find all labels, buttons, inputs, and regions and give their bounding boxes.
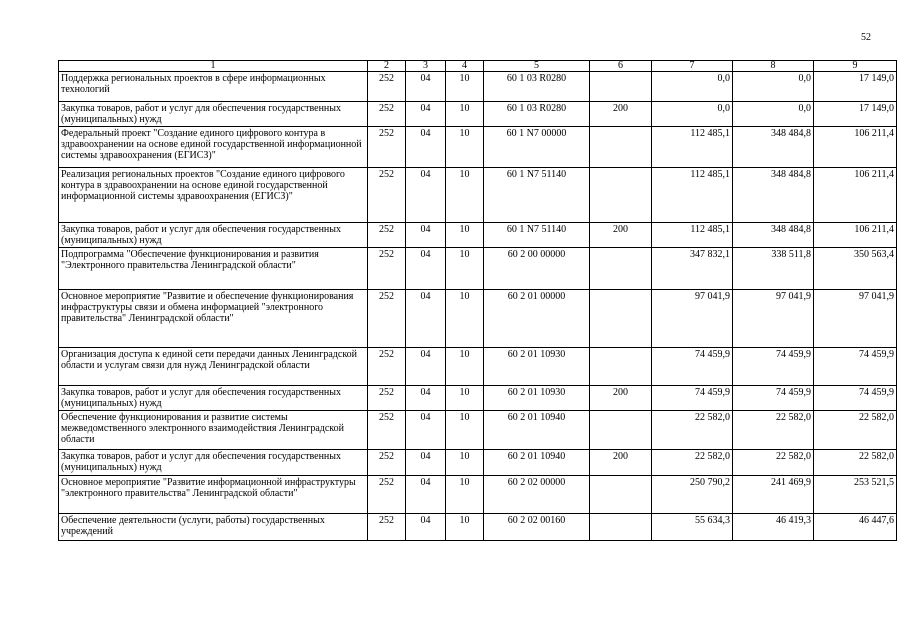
cell-section: 04 <box>406 348 446 386</box>
table-row <box>59 102 897 127</box>
row-name: Закупка товаров, работ и услуг для обеспечения государственных (муниципальных) нужд <box>59 102 368 127</box>
row-name: Основное мероприятие "Развитие и обеспечение функционирования инфраструктуры связи и обмена информацией "электронного правительства" Ленинградской области" <box>59 290 368 348</box>
cell-section: 04 <box>406 72 446 102</box>
cell-amount-year-3: 46 447,6 <box>814 514 897 541</box>
cell-ministry-code: 252 <box>368 168 406 223</box>
cell-target-article: 60 2 01 10940 <box>484 450 590 476</box>
table-row <box>59 386 897 411</box>
cell-subsection: 10 <box>446 386 484 411</box>
cell-subsection: 10 <box>446 168 484 223</box>
table-row <box>59 72 897 102</box>
cell-subsection: 10 <box>446 248 484 290</box>
table-row <box>59 223 897 248</box>
cell-section: 04 <box>406 514 446 541</box>
column-header: 2 <box>368 61 406 72</box>
row-name: Подпрограмма "Обеспечение функционирования и развития "Электронного правительства Ленинградской области" <box>59 248 368 290</box>
cell-amount-year-1: 0,0 <box>652 102 733 127</box>
table-row <box>59 127 897 168</box>
page-number: 52 <box>861 32 871 43</box>
cell-ministry-code: 252 <box>368 290 406 348</box>
cell-target-article: 60 1 N7 00000 <box>484 127 590 168</box>
cell-target-article: 60 1 N7 51140 <box>484 223 590 248</box>
cell-expense-type <box>590 248 652 290</box>
cell-expense-type <box>590 290 652 348</box>
cell-section: 04 <box>406 102 446 127</box>
cell-amount-year-1: 250 790,2 <box>652 476 733 514</box>
cell-ministry-code: 252 <box>368 411 406 450</box>
cell-target-article: 60 1 03 R0280 <box>484 72 590 102</box>
cell-ministry-code: 252 <box>368 386 406 411</box>
table-row <box>59 450 897 476</box>
cell-ministry-code: 252 <box>368 102 406 127</box>
cell-ministry-code: 252 <box>368 72 406 102</box>
cell-amount-year-2: 46 419,3 <box>733 514 814 541</box>
cell-amount-year-1: 74 459,9 <box>652 386 733 411</box>
row-name: Обеспечение деятельности (услуги, работы) государственных учреждений <box>59 514 368 541</box>
cell-amount-year-3: 106 211,4 <box>814 127 897 168</box>
cell-target-article: 60 2 02 00160 <box>484 514 590 541</box>
row-name: Закупка товаров, работ и услуг для обеспечения государственных (муниципальных) нужд <box>59 386 368 411</box>
row-name: Федеральный проект "Создание единого цифрового контура в здравоохранении на основе единой государственной информационной системы здравоохранения (ЕГИСЗ)" <box>59 127 368 168</box>
cell-amount-year-1: 55 634,3 <box>652 514 733 541</box>
cell-amount-year-3: 253 521,5 <box>814 476 897 514</box>
cell-amount-year-2: 348 484,8 <box>733 127 814 168</box>
column-header: 9 <box>814 61 897 72</box>
cell-ministry-code: 252 <box>368 248 406 290</box>
column-header: 8 <box>733 61 814 72</box>
cell-amount-year-2: 338 511,8 <box>733 248 814 290</box>
table-row <box>59 168 897 223</box>
cell-subsection: 10 <box>446 72 484 102</box>
cell-section: 04 <box>406 127 446 168</box>
cell-amount-year-1: 22 582,0 <box>652 411 733 450</box>
cell-section: 04 <box>406 248 446 290</box>
cell-amount-year-2: 0,0 <box>733 102 814 127</box>
table-row <box>59 348 897 386</box>
cell-subsection: 10 <box>446 476 484 514</box>
cell-amount-year-3: 74 459,9 <box>814 386 897 411</box>
row-name: Поддержка региональных проектов в сфере информационных технологий <box>59 72 368 102</box>
table-body <box>59 72 897 541</box>
cell-subsection: 10 <box>446 223 484 248</box>
cell-target-article: 60 2 01 10940 <box>484 411 590 450</box>
cell-ministry-code: 252 <box>368 127 406 168</box>
column-header: 7 <box>652 61 733 72</box>
row-name: Закупка товаров, работ и услуг для обеспечения государственных (муниципальных) нужд <box>59 450 368 476</box>
cell-amount-year-3: 17 149,0 <box>814 72 897 102</box>
cell-ministry-code: 252 <box>368 223 406 248</box>
cell-amount-year-2: 74 459,9 <box>733 348 814 386</box>
cell-amount-year-1: 112 485,1 <box>652 223 733 248</box>
cell-expense-type <box>590 72 652 102</box>
table-row <box>59 476 897 514</box>
cell-expense-type <box>590 348 652 386</box>
cell-ministry-code: 252 <box>368 476 406 514</box>
row-name: Основное мероприятие "Развитие информационной инфраструктуры "электронного правительства" Ленинградской области" <box>59 476 368 514</box>
cell-target-article: 60 1 03 R0280 <box>484 102 590 127</box>
cell-subsection: 10 <box>446 348 484 386</box>
cell-section: 04 <box>406 168 446 223</box>
cell-section: 04 <box>406 450 446 476</box>
table-row <box>59 248 897 290</box>
cell-expense-type: 200 <box>590 223 652 248</box>
cell-amount-year-1: 97 041,9 <box>652 290 733 348</box>
cell-target-article: 60 2 00 00000 <box>484 248 590 290</box>
cell-amount-year-2: 22 582,0 <box>733 450 814 476</box>
cell-subsection: 10 <box>446 450 484 476</box>
column-header: 1 <box>59 61 368 72</box>
cell-amount-year-1: 0,0 <box>652 72 733 102</box>
cell-expense-type: 200 <box>590 102 652 127</box>
cell-section: 04 <box>406 290 446 348</box>
cell-section: 04 <box>406 386 446 411</box>
cell-amount-year-2: 74 459,9 <box>733 386 814 411</box>
cell-ministry-code: 252 <box>368 450 406 476</box>
cell-expense-type <box>590 127 652 168</box>
column-header: 6 <box>590 61 652 72</box>
cell-section: 04 <box>406 411 446 450</box>
cell-target-article: 60 2 01 10930 <box>484 348 590 386</box>
cell-target-article: 60 1 N7 51140 <box>484 168 590 223</box>
cell-amount-year-3: 350 563,4 <box>814 248 897 290</box>
cell-expense-type: 200 <box>590 386 652 411</box>
table-row <box>59 290 897 348</box>
cell-expense-type <box>590 168 652 223</box>
cell-target-article: 60 2 01 10930 <box>484 386 590 411</box>
cell-section: 04 <box>406 476 446 514</box>
cell-section: 04 <box>406 223 446 248</box>
row-name: Закупка товаров, работ и услуг для обеспечения государственных (муниципальных) нужд <box>59 223 368 248</box>
cell-amount-year-3: 22 582,0 <box>814 450 897 476</box>
cell-amount-year-3: 22 582,0 <box>814 411 897 450</box>
table-row <box>59 411 897 450</box>
cell-amount-year-3: 97 041,9 <box>814 290 897 348</box>
cell-target-article: 60 2 02 00000 <box>484 476 590 514</box>
cell-amount-year-2: 97 041,9 <box>733 290 814 348</box>
cell-amount-year-1: 112 485,1 <box>652 127 733 168</box>
cell-amount-year-2: 348 484,8 <box>733 223 814 248</box>
cell-expense-type <box>590 411 652 450</box>
cell-amount-year-3: 17 149,0 <box>814 102 897 127</box>
column-header: 5 <box>484 61 590 72</box>
cell-expense-type <box>590 476 652 514</box>
row-name: Обеспечение функционирования и развитие системы межведомственного электронного взаимодействия Ленинградской области <box>59 411 368 450</box>
cell-amount-year-2: 0,0 <box>733 72 814 102</box>
cell-expense-type <box>590 514 652 541</box>
cell-ministry-code: 252 <box>368 348 406 386</box>
budget-table <box>58 60 897 541</box>
cell-subsection: 10 <box>446 290 484 348</box>
row-name: Организация доступа к единой сети передачи данных Ленинградской области и услугам связи для нужд Ленинградской области <box>59 348 368 386</box>
cell-expense-type: 200 <box>590 450 652 476</box>
cell-subsection: 10 <box>446 127 484 168</box>
column-number-row <box>59 61 897 72</box>
cell-target-article: 60 2 01 00000 <box>484 290 590 348</box>
cell-amount-year-2: 22 582,0 <box>733 411 814 450</box>
cell-amount-year-1: 347 832,1 <box>652 248 733 290</box>
row-name: Реализация региональных проектов "Создание единого цифрового контура в здравоохранении на основе единой государственной информационной системы здравоохранения (ЕГИСЗ)" <box>59 168 368 223</box>
cell-subsection: 10 <box>446 411 484 450</box>
cell-amount-year-3: 106 211,4 <box>814 168 897 223</box>
cell-amount-year-1: 112 485,1 <box>652 168 733 223</box>
cell-amount-year-1: 22 582,0 <box>652 450 733 476</box>
table-row <box>59 514 897 541</box>
cell-amount-year-2: 348 484,8 <box>733 168 814 223</box>
column-header: 3 <box>406 61 446 72</box>
column-header: 4 <box>446 61 484 72</box>
cell-subsection: 10 <box>446 102 484 127</box>
cell-amount-year-1: 74 459,9 <box>652 348 733 386</box>
cell-ministry-code: 252 <box>368 514 406 541</box>
cell-amount-year-3: 106 211,4 <box>814 223 897 248</box>
cell-amount-year-2: 241 469,9 <box>733 476 814 514</box>
cell-amount-year-3: 74 459,9 <box>814 348 897 386</box>
cell-subsection: 10 <box>446 514 484 541</box>
